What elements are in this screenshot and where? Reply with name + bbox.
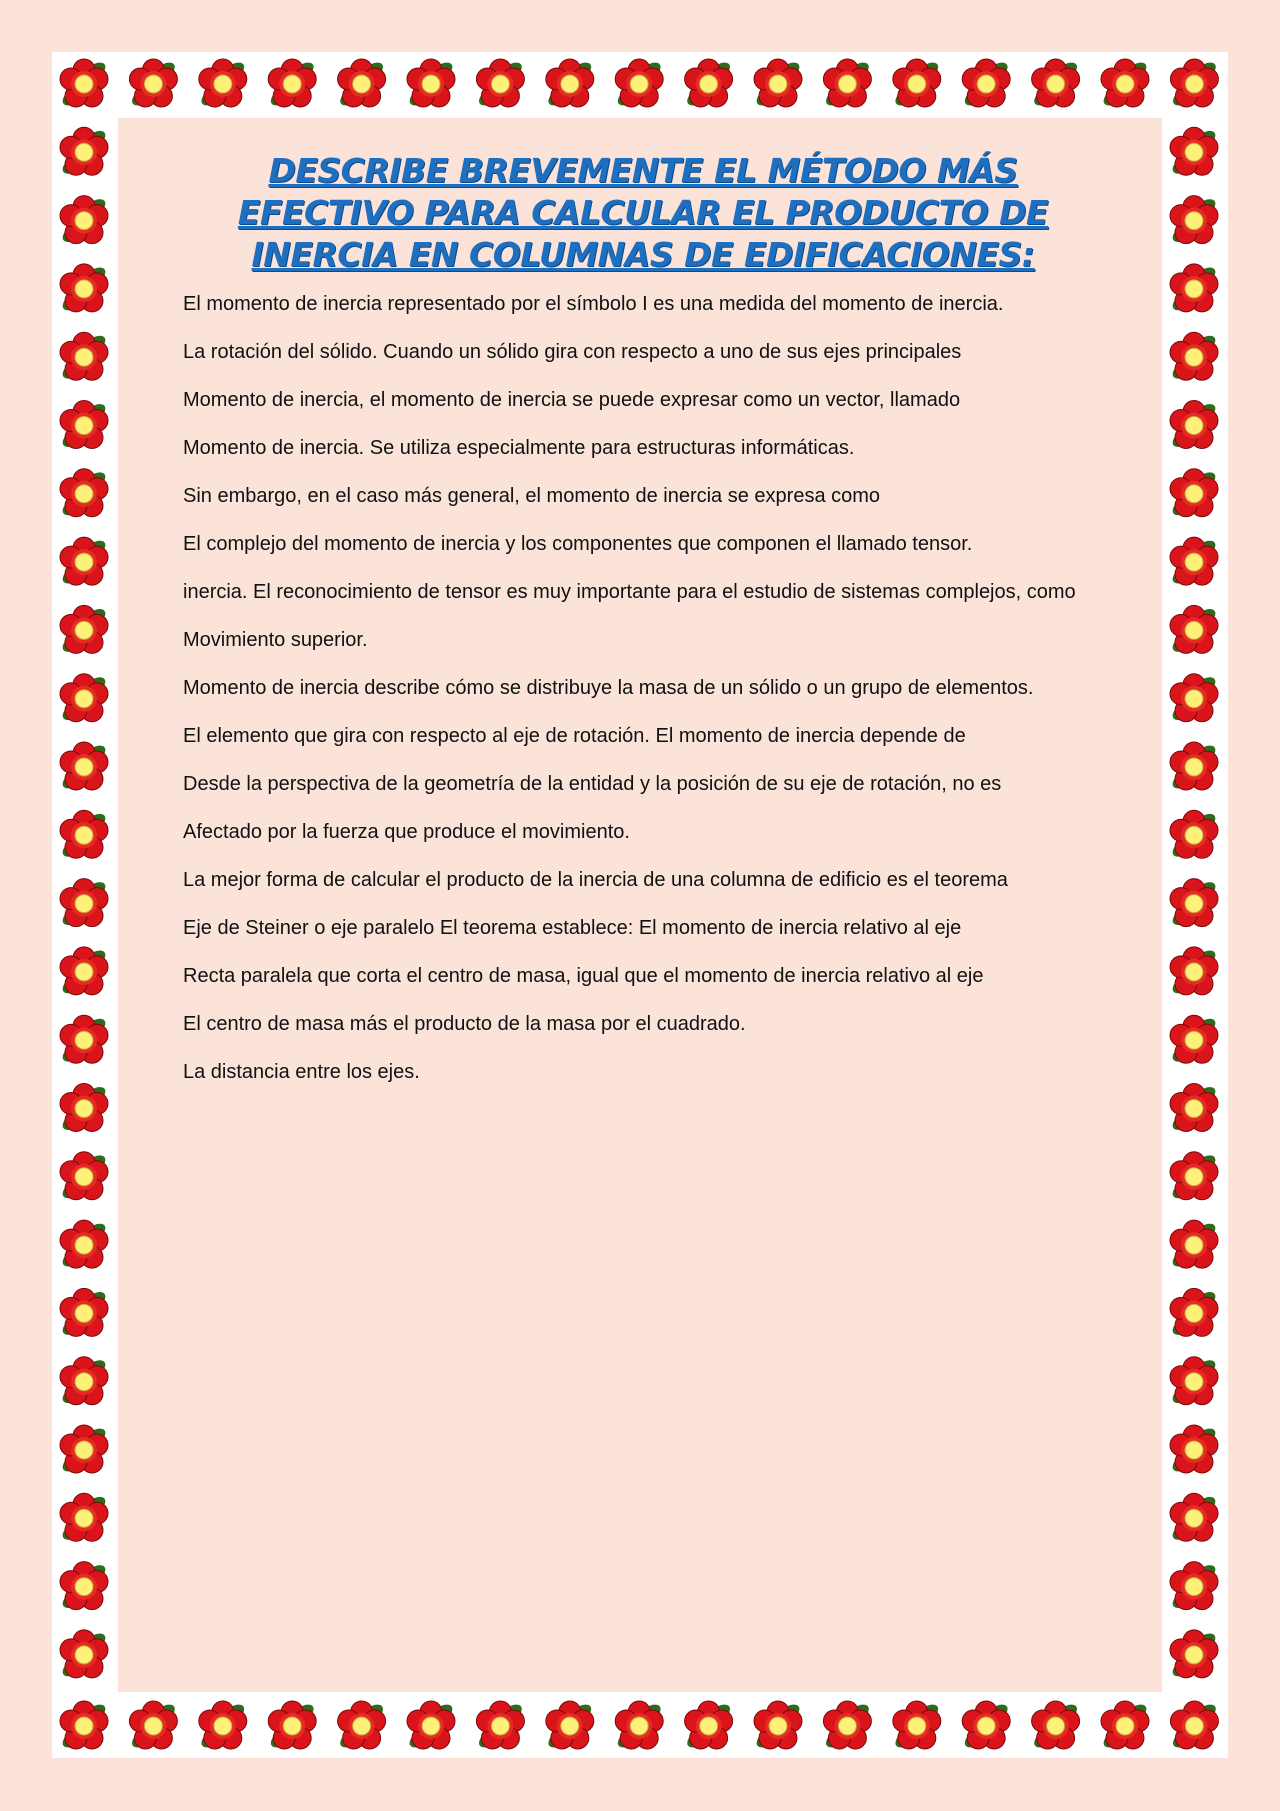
paragraph: El momento de inercia representado por el símbolo I es una medida del momento de inercia. (183, 293, 1004, 315)
paragraph: La mejor forma de calcular el producto de la inercia de una columna de edificio es el teorema (183, 869, 1008, 891)
document-title: DESCRIBE BREVEMENTE EL MÉTODO MÁS EFECTIVO PARA CALCULAR EL PRODUCTO DE INERCIA EN COLUMNAS DE EDIFICACIONES: (237, 151, 1049, 274)
paragraph: El centro de masa más el producto de la masa por el cuadrado. (183, 1013, 746, 1035)
paragraph: Sin embargo, en el caso más general, el momento de inercia se expresa como (183, 485, 881, 507)
paragraph: Momento de inercia. Se utiliza especialmente para estructuras informáticas. (183, 437, 855, 459)
paragraph: El complejo del momento de inercia y los componentes que componen el llamado tensor. (183, 533, 973, 555)
paragraph: Recta paralela que corta el centro de masa, igual que el momento de inercia relativo al eje (183, 965, 984, 987)
document-body (183, 288, 1103, 1088)
paragraph: La rotación del sólido. Cuando un sólido gira con respecto a uno de sus ejes principales (183, 341, 962, 363)
document-content (183, 150, 1103, 1104)
paragraph: Eje de Steiner o eje paralelo El teorema establece: El momento de inercia relativo al eje (183, 917, 962, 939)
paragraph: El elemento que gira con respecto al eje de rotación. El momento de inercia depende de (183, 725, 966, 747)
paragraph: inercia. El reconocimiento de tensor es muy importante para el estudio de sistemas complejos, como (183, 581, 1076, 603)
paragraph: Momento de inercia describe cómo se distribuye la masa de un sólido o un grupo de elementos. (183, 677, 1034, 699)
paragraph: Momento de inercia, el momento de inercia se puede expresar como un vector, llamado (183, 389, 961, 411)
paragraph: La distancia entre los ejes. (183, 1061, 420, 1083)
paragraph: Movimiento superior. (183, 629, 368, 651)
paragraph: Desde la perspectiva de la geometría de la entidad y la posición de su eje de rotación, no es (183, 773, 1002, 795)
paragraph: Afectado por la fuerza que produce el movimiento. (183, 821, 630, 843)
